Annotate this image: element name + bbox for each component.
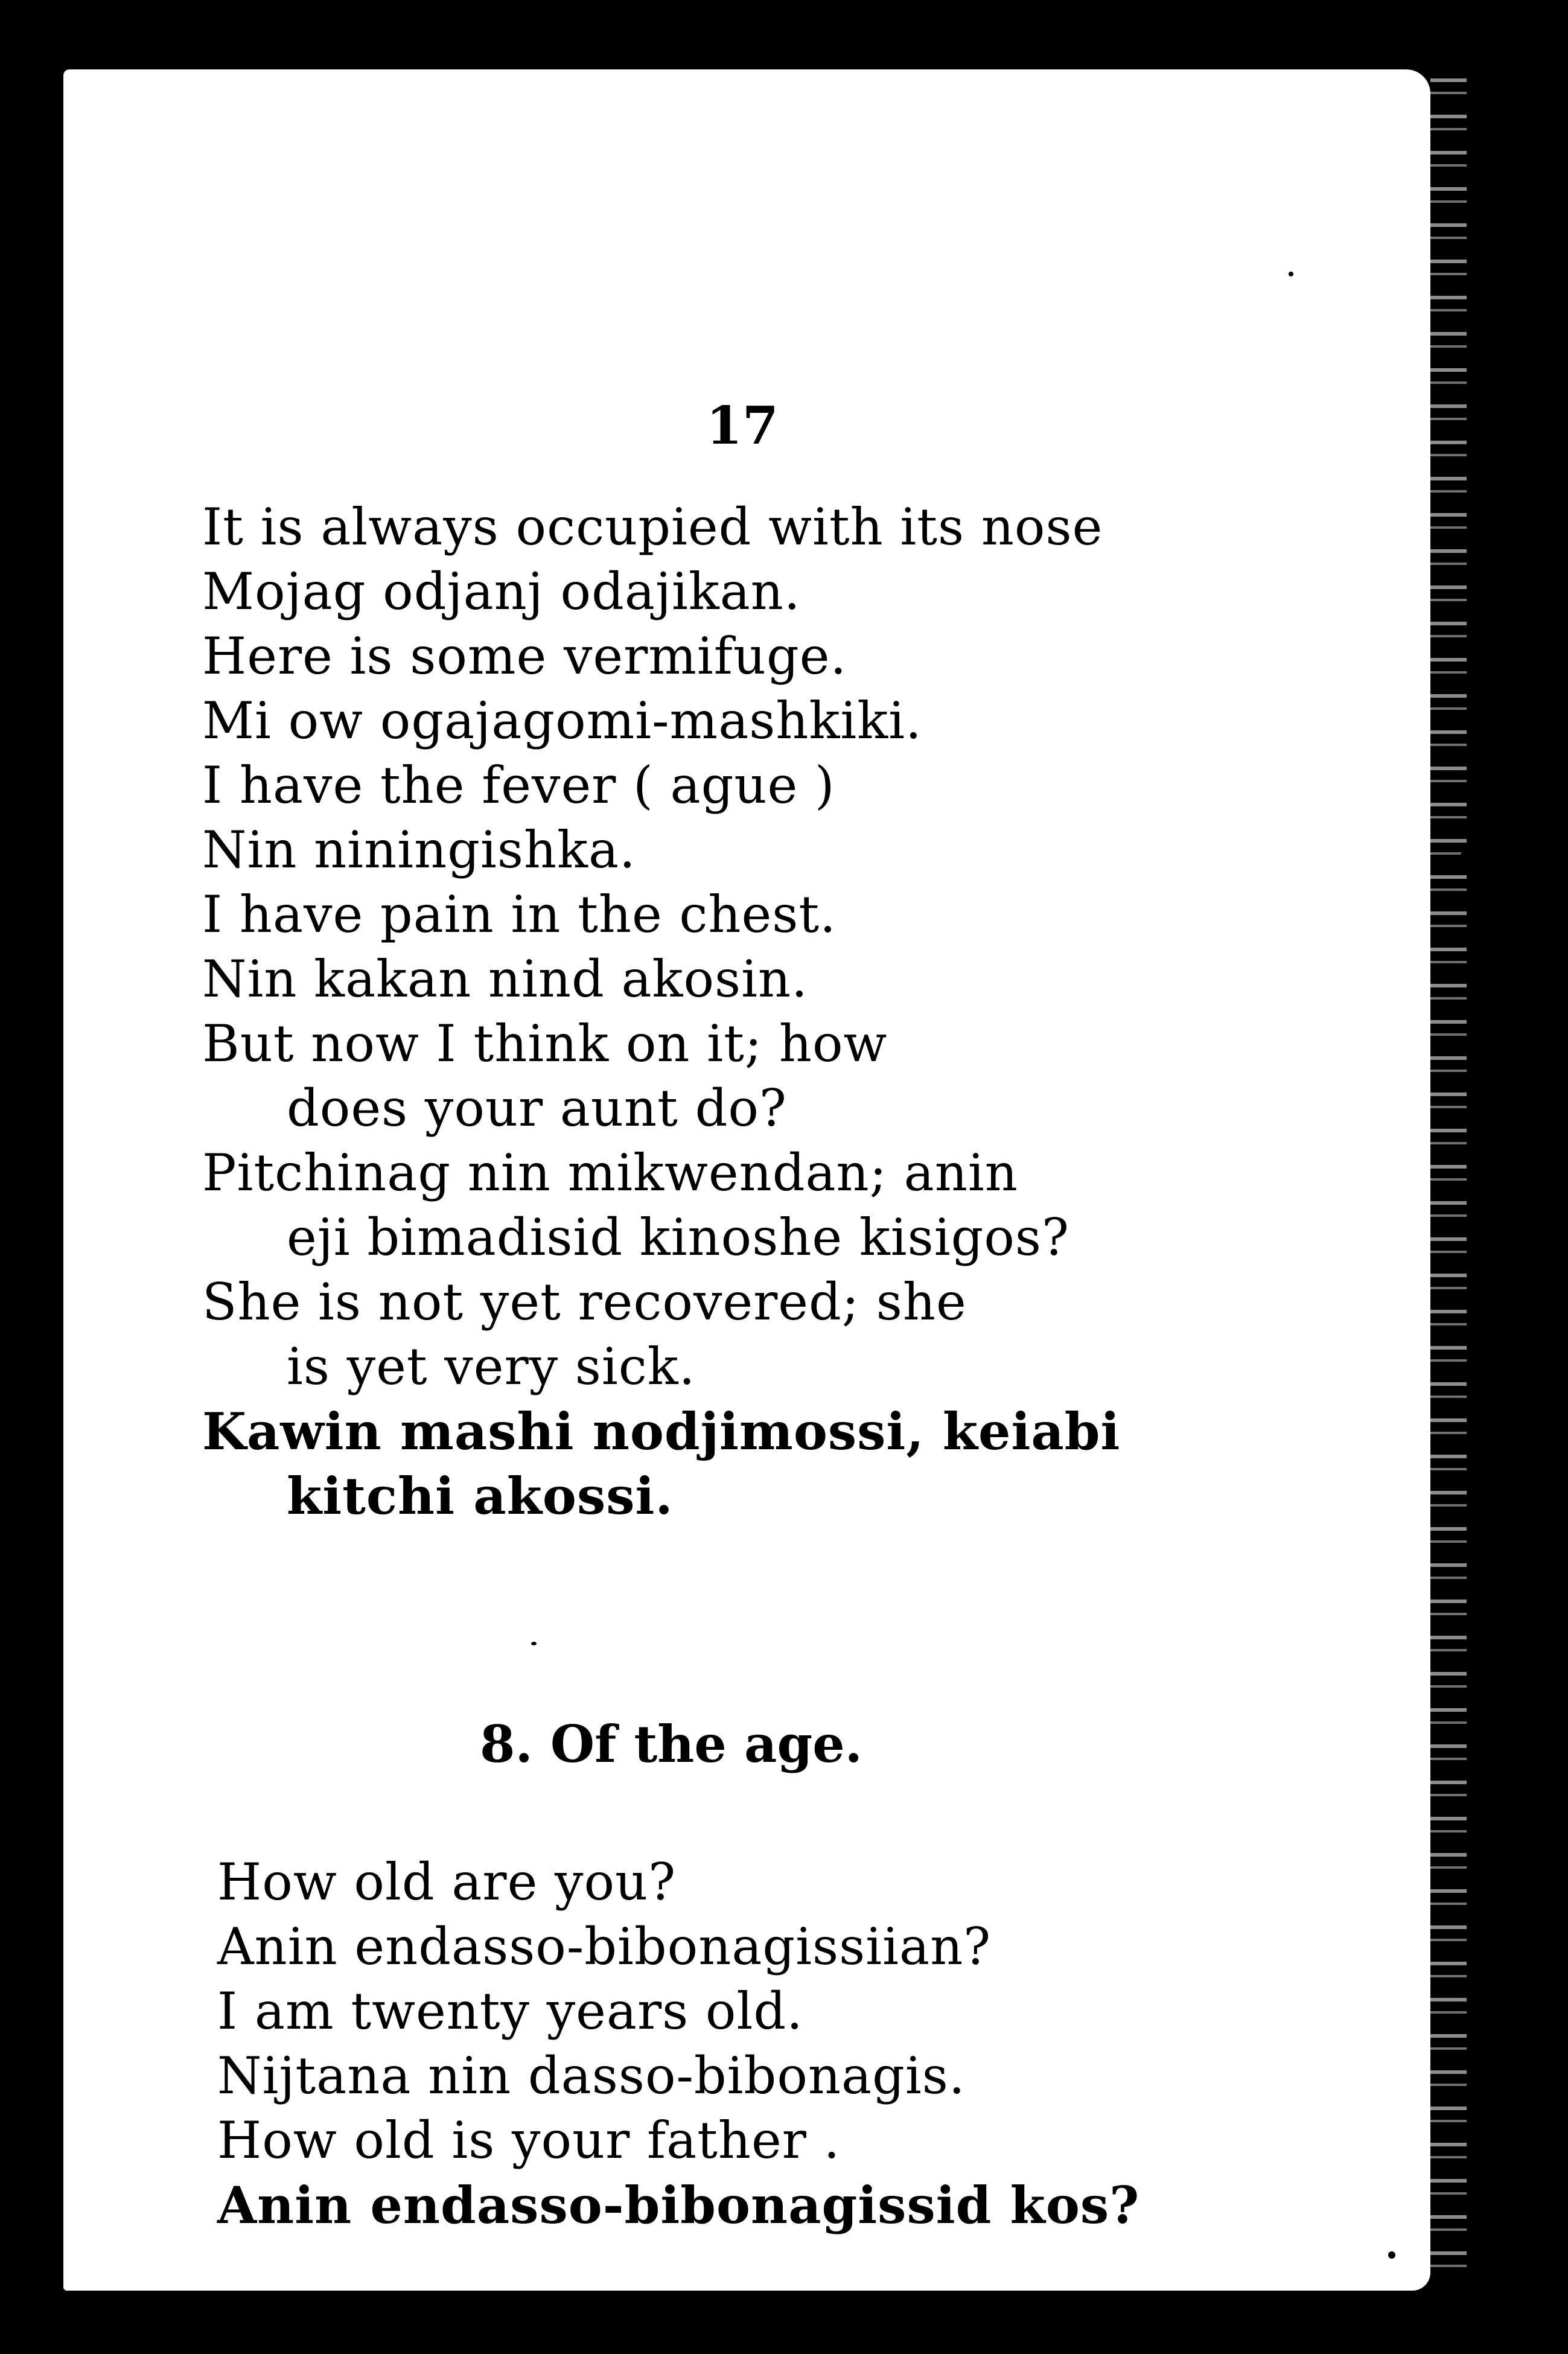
text-line-16: kitchi akossi. bbox=[287, 1466, 674, 1526]
age-line-1: How old are you? bbox=[217, 1852, 677, 1912]
text-line-9: But now I think on it; how bbox=[202, 1014, 888, 1073]
age-dialogue-block bbox=[217, 1850, 1139, 2238]
text-line-10: does your aunt do? bbox=[287, 1079, 787, 1138]
text-line-15: Kawin mashi nodjimossi, keiabi bbox=[202, 1402, 1121, 1461]
section-heading: 8. Of the age. bbox=[480, 1714, 862, 1774]
text-line-5: I have the fever ( ague ) bbox=[202, 756, 835, 815]
print-speck bbox=[1388, 2251, 1395, 2259]
age-line-5: How old is your father . bbox=[217, 2111, 841, 2170]
text-line-4: Mi ow ogajagomi-mashkiki. bbox=[202, 691, 922, 750]
text-line-14: is yet very sick. bbox=[287, 1337, 696, 1396]
text-line-8: Nin kakan nind akosin. bbox=[202, 949, 808, 1009]
print-speck bbox=[1461, 851, 1469, 860]
age-line-2: Anin endasso-bibonagissiian? bbox=[217, 1917, 992, 1976]
text-line-2: Mojag odjanj odajikan. bbox=[202, 562, 801, 621]
text-line-7: I have pain in the chest. bbox=[202, 885, 837, 944]
age-line-6: Anin endasso-bibonagissid kos? bbox=[217, 2175, 1140, 2235]
text-line-3: Here is some vermifuge. bbox=[202, 627, 847, 686]
page-number: 17 bbox=[706, 395, 779, 456]
age-line-3: I am twenty years old. bbox=[217, 1982, 803, 2041]
text-line-12: eji bimadisid kinoshe kisigos? bbox=[287, 1208, 1070, 1267]
text-line-13: She is not yet recovered; she bbox=[202, 1272, 967, 1332]
text-line-6: Nin niningishka. bbox=[202, 820, 636, 879]
text-line-1: It is always occupied with its nose bbox=[202, 497, 1103, 557]
print-speck bbox=[1289, 272, 1293, 276]
page-edge-shadow bbox=[1430, 78, 1467, 2282]
age-line-4: Nijtana nin dasso-bibonagis. bbox=[217, 2046, 966, 2105]
dialogue-block bbox=[202, 495, 1120, 1528]
text-line-11: Pitchinag nin mikwendan; anin bbox=[202, 1143, 1018, 1202]
print-speck bbox=[531, 1642, 537, 1645]
